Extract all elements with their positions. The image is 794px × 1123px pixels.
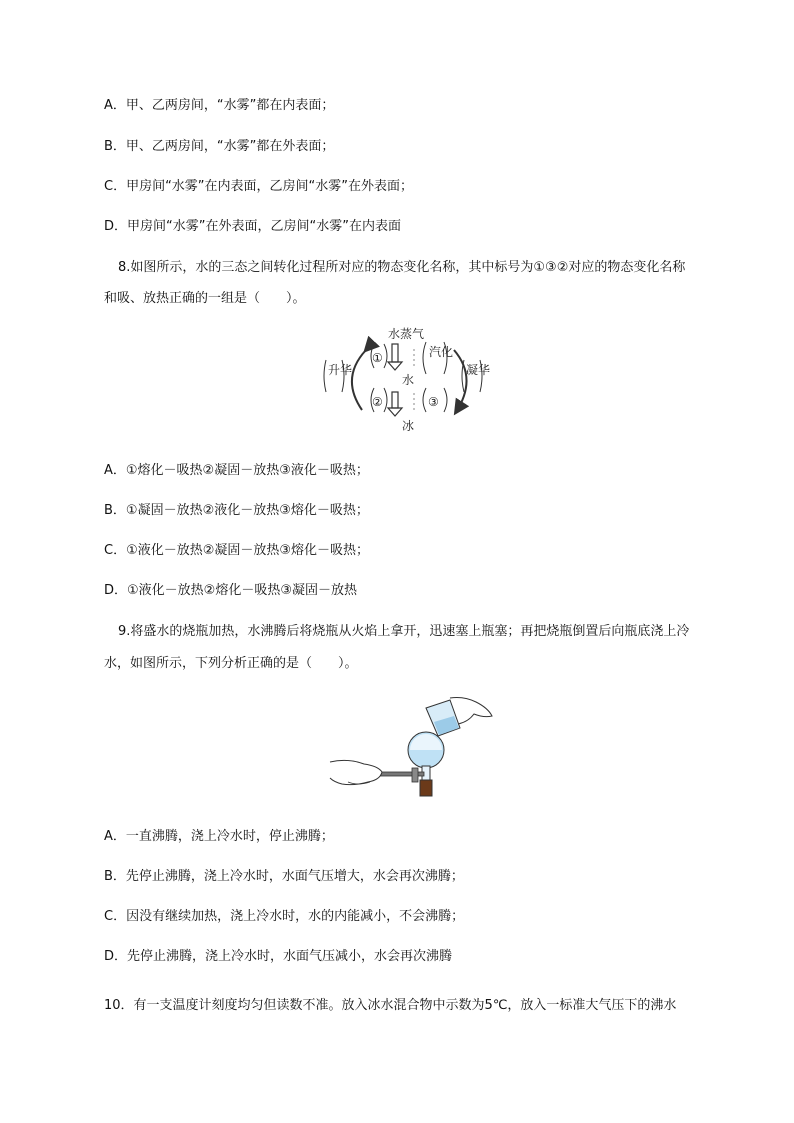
clamp-holder bbox=[378, 768, 424, 782]
bracket-3-right bbox=[444, 388, 447, 412]
marker-2: ② bbox=[372, 395, 383, 409]
bracket-sub-left bbox=[324, 360, 326, 392]
q8-option-a: A．①熔化－吸热②凝固－放热③液化－吸热； bbox=[104, 463, 369, 478]
bracket-1-right bbox=[384, 344, 387, 368]
bracket-3-left bbox=[423, 388, 426, 412]
q9-option-c: C．因没有继续加热，浇上冷水时，水的内能减小，不会沸腾； bbox=[104, 909, 465, 924]
label-water: 水 bbox=[402, 373, 415, 387]
q7-option-a: A．甲、乙两房间，“水雾”都在内表面； bbox=[104, 98, 335, 113]
q7-option-b: B．甲、乙两房间，“水雾”都在外表面； bbox=[104, 139, 335, 154]
q9-option-a: A．一直沸腾，浇上冷水时，停止沸腾； bbox=[104, 829, 334, 844]
arrow-water-to-ice bbox=[388, 392, 402, 416]
label-water-vapor: 水蒸气 bbox=[388, 327, 425, 341]
q9-stem-line2: 水，如图所示，下列分析正确的是（ ）。 bbox=[104, 656, 358, 671]
q8-option-b: B．①凝固－放热②液化－放热③熔化－吸热； bbox=[104, 503, 369, 518]
q8-stem-line2: 和吸、放热正确的一组是（ ）。 bbox=[104, 291, 306, 306]
q9-option-b: B．先停止沸腾，浇上冷水时，水面气压增大，水会再次沸腾； bbox=[104, 869, 464, 884]
q8-option-c: C．①液化－放热②凝固－放热③熔化－吸热； bbox=[104, 543, 370, 558]
q9-stem-line1: 9.将盛水的烧瓶加热，水沸腾后将烧瓶从火焰上拿开，迅速塞上瓶塞；再把烧瓶倒置后向瓶底浇上冷 bbox=[118, 624, 690, 639]
q10-stem-line1: 10．有一支温度计刻度均匀但读数不准。放入冰水混合物中示数为5℃，放入一标准大气压下的沸水 bbox=[104, 998, 677, 1013]
q8-state-change-diagram bbox=[322, 322, 491, 434]
label-vaporization: 汽化 bbox=[429, 345, 454, 359]
arrow-vapor-to-water bbox=[388, 344, 402, 370]
beaker-pouring bbox=[426, 698, 492, 737]
q8-option-d: D．①液化－放热②熔化－吸热③凝固－放热 bbox=[104, 583, 357, 598]
q7-option-c: C．甲房间“水雾”在内表面，乙房间“水雾”在外表面； bbox=[104, 179, 414, 194]
curved-arrow-deposition bbox=[454, 350, 467, 412]
bracket-2-right bbox=[384, 388, 387, 412]
inverted-flask bbox=[408, 732, 444, 796]
label-ice: 冰 bbox=[402, 419, 415, 433]
q9-option-d: D．先停止沸腾，浇上冷水时，水面气压减小，水会再次沸腾 bbox=[104, 949, 453, 964]
q8-stem-line1: 8.如图所示，水的三态之间转化过程所对应的物态变化名称，其中标号为①③②对应的物态变化名称 bbox=[118, 260, 686, 275]
marker-3: ③ bbox=[428, 395, 439, 409]
q7-option-d: D．甲房间“水雾”在外表面，乙房间“水雾”在内表面 bbox=[104, 219, 401, 234]
bracket-vap-left bbox=[423, 342, 426, 374]
curved-arrow-sublimation bbox=[352, 350, 366, 410]
q9-flask-illustration bbox=[326, 692, 496, 802]
marker-1: ① bbox=[372, 351, 383, 365]
label-sublimation: 升华 bbox=[328, 363, 353, 377]
label-deposition: 凝华 bbox=[466, 363, 491, 377]
hand-holding-clamp bbox=[330, 760, 382, 784]
